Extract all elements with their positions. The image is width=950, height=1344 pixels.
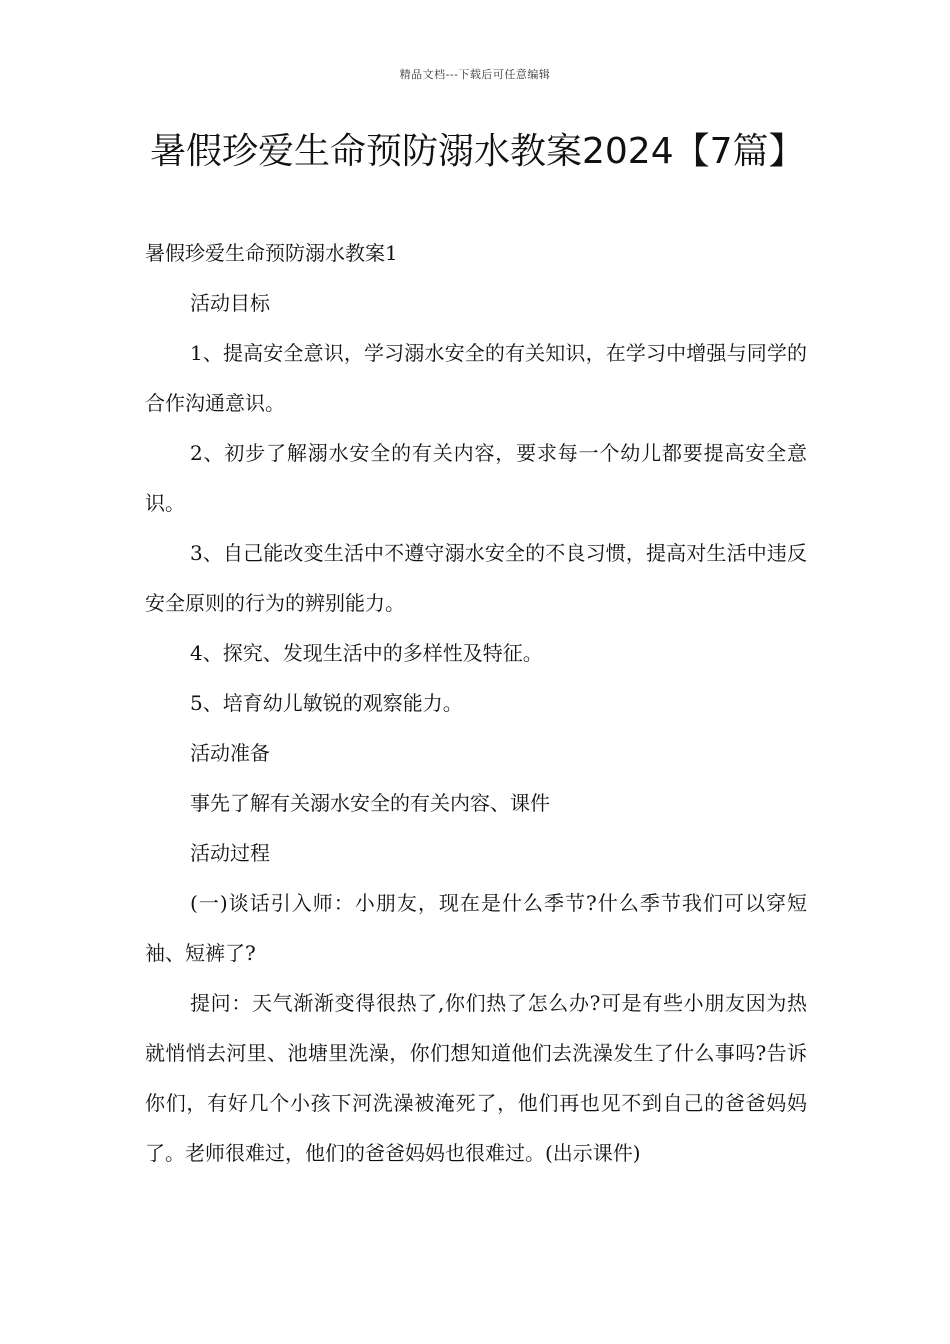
paragraph: 1、提高安全意识，学习溺水安全的有关知识，在学习中增强与同学的合作沟通意识。 (145, 341, 807, 415)
document-body (145, 228, 807, 1178)
paragraph: 2、初步了解溺水安全的有关内容，要求每一个幼儿都要提高安全意识。 (145, 441, 807, 515)
paragraph: 活动准备 (190, 741, 270, 765)
section-heading: 暑假珍爱生命预防溺水教案1 (145, 241, 398, 265)
paragraph: 提问：天气渐渐变得很热了,你们热了怎么办?可是有些小朋友因为热就悄悄去河里、池塘里洗澡，你们想知道他们去洗澡发生了什么事吗?告诉你们，有好几个小孩下河洗澡被淹死了，他们再也见不到自己的爸爸妈妈了。老师很难过，他们的爸爸妈妈也很难过。(出示课件) (145, 991, 807, 1165)
paragraph: 活动过程 (190, 841, 270, 865)
paragraph: 5、培育幼儿敏锐的观察能力。 (190, 691, 463, 715)
paragraph: (一)谈话引入师：小朋友，现在是什么季节?什么季节我们可以穿短袖、短裤了? (145, 891, 807, 965)
paragraph: 4、探究、发现生活中的多样性及特征。 (190, 641, 543, 665)
document-title: 暑假珍爱生命预防溺水教案2024【7篇】 (150, 131, 805, 172)
paragraph: 事先了解有关溺水安全的有关内容、课件 (190, 791, 550, 815)
header-note: 精品文档---下载后可任意编辑 (399, 68, 551, 81)
paragraph: 活动目标 (190, 291, 270, 315)
paragraph: 3、自己能改变生活中不遵守溺水安全的不良习惯，提高对生活中违反安全原则的行为的辨别能力。 (145, 541, 807, 615)
